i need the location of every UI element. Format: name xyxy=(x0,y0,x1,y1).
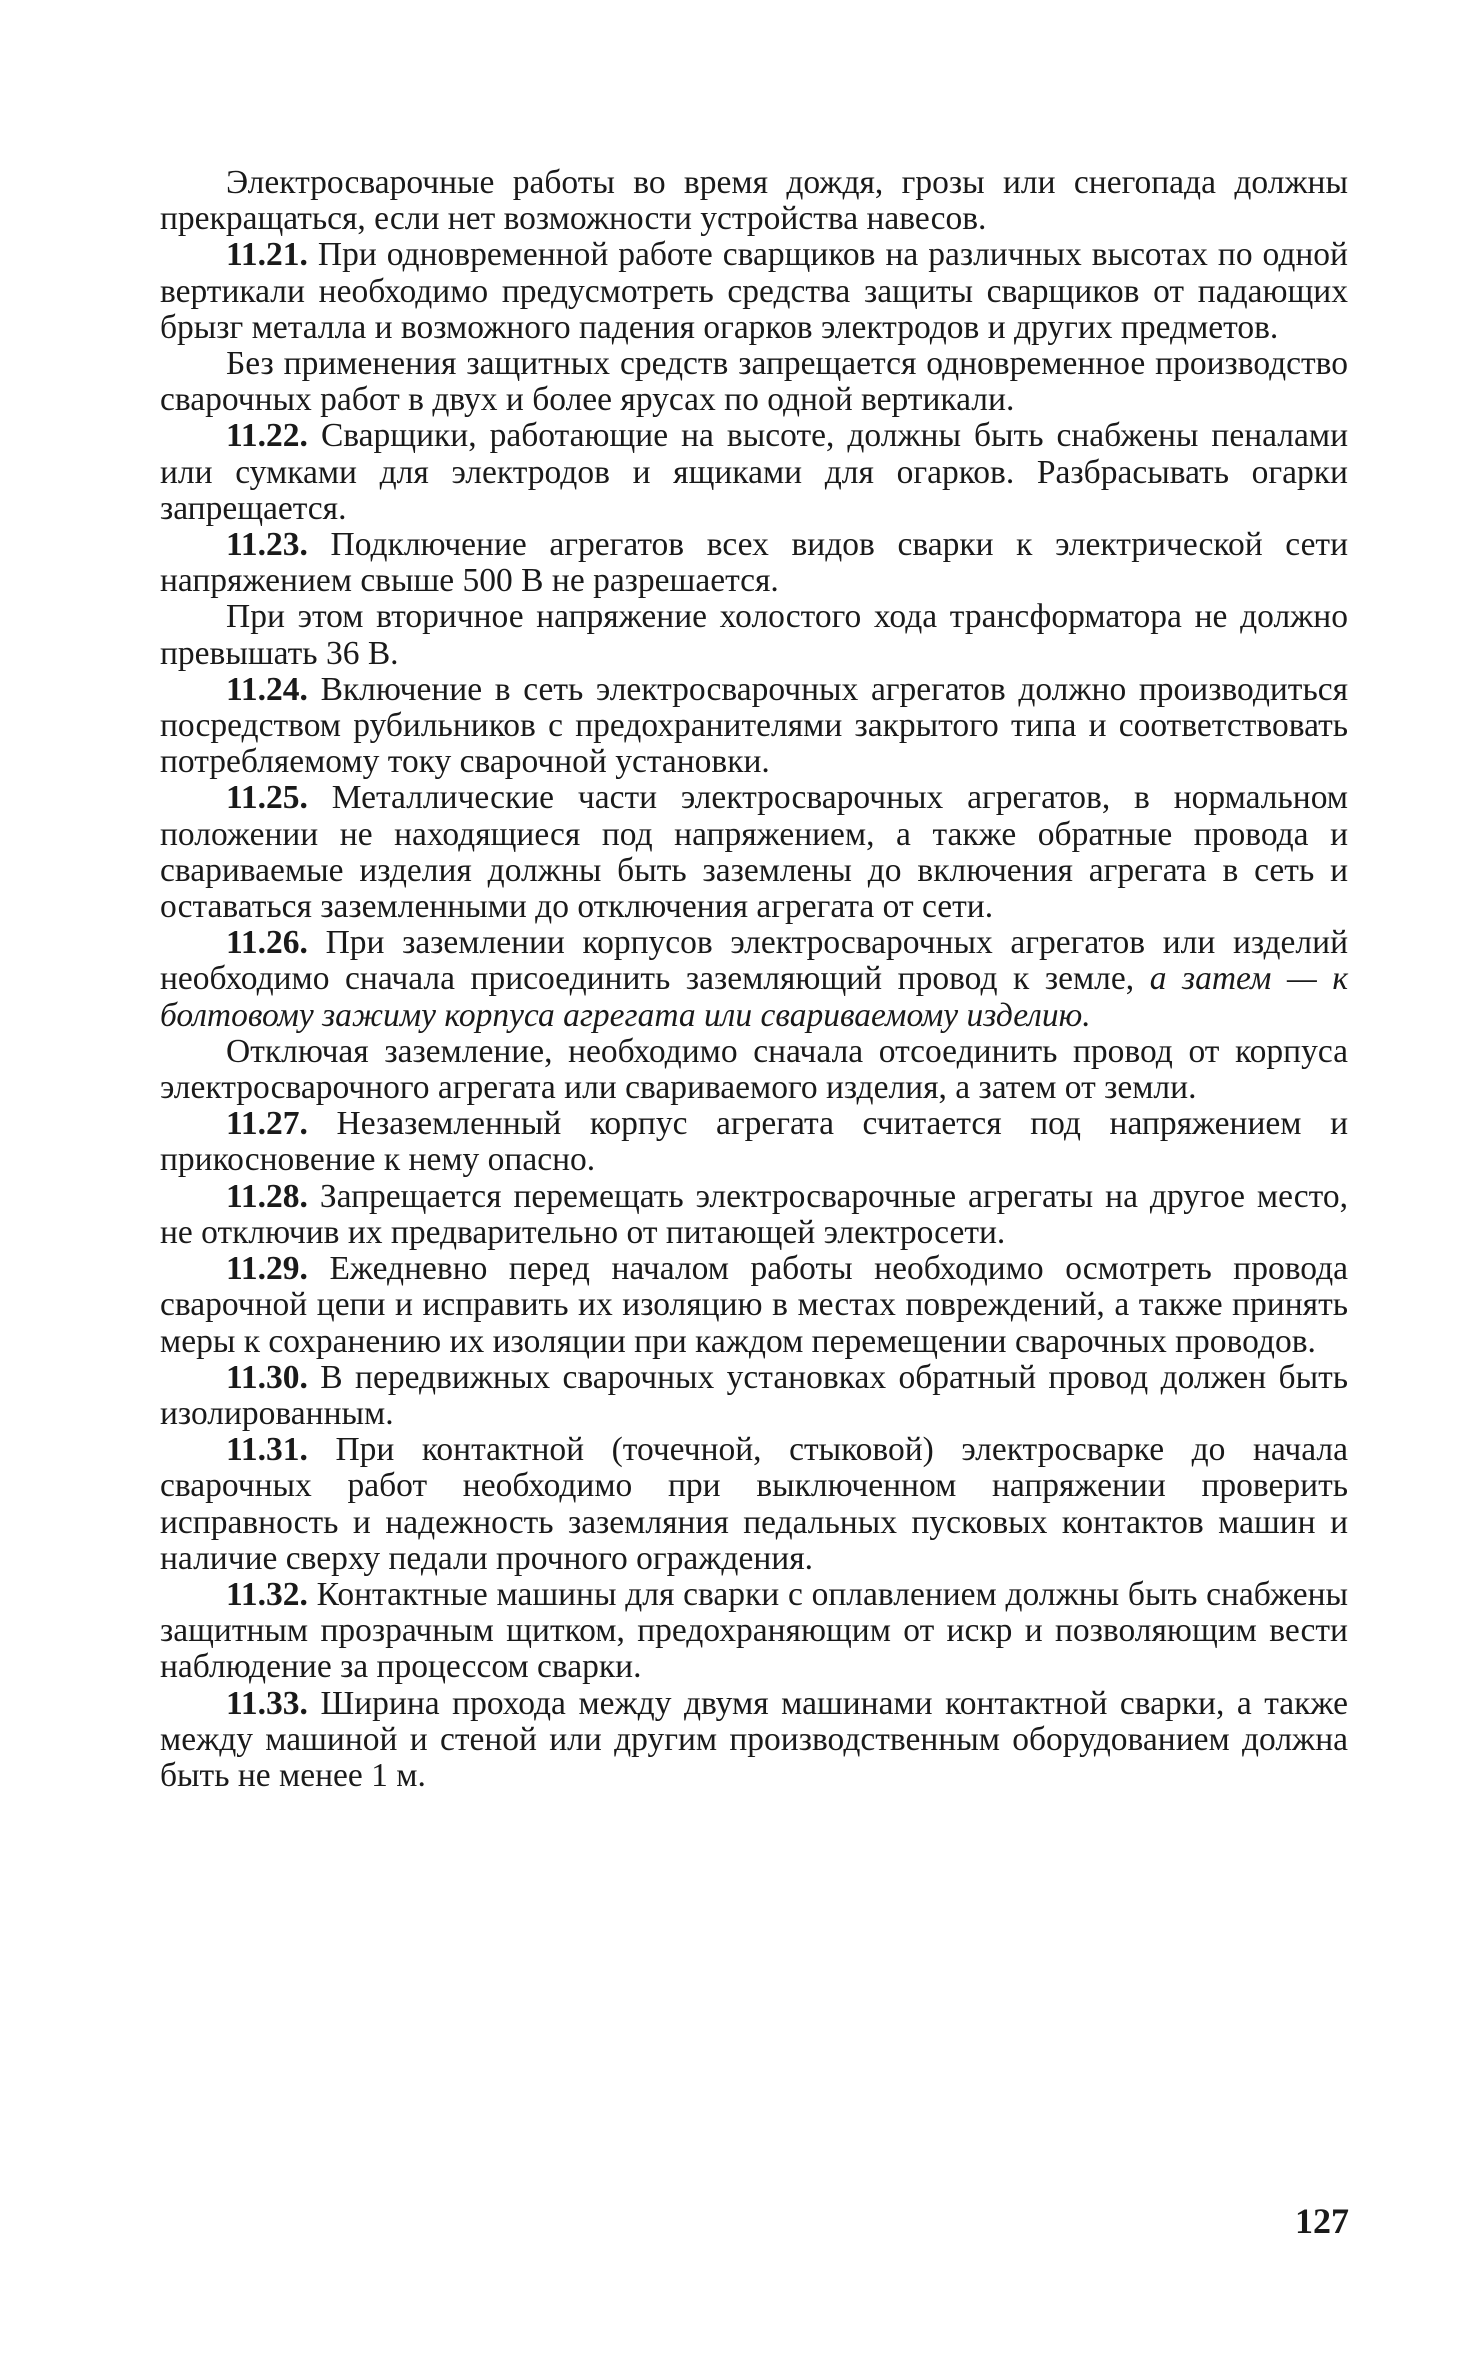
paragraph-11-30 xyxy=(160,1360,1348,1432)
paragraph-text: При контактной (точечной, стыковой) электросварке до начала сварочных работ необходимо при выключенном напряжении проверить исправность и надежность заземляния педальных пусковых контактов машин и наличие сверху педали прочного ограждения. xyxy=(160,1431,1349,1577)
paragraph-text: Отключая заземление, необходимо сначала отсоединить провод от корпуса электросварочного агрегата или свариваемого изделия, а затем от земли. xyxy=(160,1032,1348,1107)
clause-number: 11.30. xyxy=(226,1358,308,1396)
clause-number: 11.21. xyxy=(226,236,308,274)
body-text xyxy=(160,165,1348,1794)
clause-number: 11.31. xyxy=(226,1431,308,1469)
paragraph-text: Запрещается перемещать электросварочные агрегаты на другое место, не отключив их предварительно от питающей электросети. xyxy=(160,1177,1348,1251)
paragraph-11-25 xyxy=(160,780,1348,925)
clause-number: 11.23. xyxy=(226,526,308,564)
paragraph xyxy=(160,165,1348,237)
paragraph-text: Ширина прохода между двумя машинами контактной сварки, а также между машиной и стеной или другим производственным оборудованием должна быть не менее 1 м. xyxy=(160,1684,1349,1794)
paragraph-text: Контактные машины для сварки с оплавлением должны быть снабжены защитным прозрачным щитком, предохраняющим от искр и позволяющим вести наблюдение за процессом сварки. xyxy=(160,1575,1349,1686)
paragraph-text: Без применения защитных средств запрещается одновременное производство сварочных работ в двух и более ярусах по одной вертикали. xyxy=(160,345,1348,419)
paragraph-text: Подключение агрегатов всех видов сварки к электрической сети напряжением свыше 500 В не разрешается. xyxy=(160,526,1349,600)
paragraph-11-33 xyxy=(160,1686,1348,1795)
paragraph-11-28 xyxy=(160,1179,1348,1251)
paragraph-text: Включение в сеть электросварочных агрегатов должно производиться посредством рубильников с предохранителями закрытого типа и соответствовать потребляемому току сварочной установки. xyxy=(160,670,1349,781)
paragraph-text: Ежедневно перед началом работы необходимо осмотреть провода сварочной цепи и исправить их изоляцию в местах повреждений, а также принять меры к сохранению их изоляции при каждом перемещении сварочных проводов. xyxy=(160,1250,1349,1360)
clause-number: 11.33. xyxy=(226,1684,308,1722)
paragraph xyxy=(160,346,1348,418)
paragraph-text: При этом вторичное напряжение холостого хода трансформатора не должно превышать 36 В. xyxy=(160,598,1348,672)
paragraph-text: В передвижных сварочных установках обратный провод должен быть изолированным. xyxy=(160,1358,1349,1432)
paragraph-text: Электросварочные работы во время дождя, грозы или снегопада должны прекращаться, если нет возможности устройства навесов. xyxy=(160,164,1348,238)
paragraph-text: Сварщики, работающие на высоте, должны быть снабжены пеналами или сумками для электродов и ящиками для огарков. Разбрасывать огарки запрещается. xyxy=(160,417,1348,527)
paragraph xyxy=(160,599,1348,671)
clause-number: 11.28. xyxy=(226,1177,308,1215)
clause-number: 11.26. xyxy=(226,924,308,962)
clause-number: 11.24. xyxy=(226,670,308,708)
paragraph-11-22 xyxy=(160,418,1348,527)
clause-number: 11.25. xyxy=(226,779,308,817)
paragraph-text: Металлические части электросварочных агрегатов, в нормальном положении не находящиеся под напряжением, а также обратные провода и свариваемые изделия должны быть заземлены до включения агрегата в сеть и оставаться заземленными до отключения агрегата от сети. xyxy=(160,779,1349,926)
paragraph-11-31 xyxy=(160,1432,1348,1577)
paragraph-11-26 xyxy=(160,925,1348,1034)
paragraph-text: При заземлении корпусов электросварочных агрегатов или изделий необходимо сначала присоединить заземляющий провод к земле, xyxy=(160,924,1348,998)
paragraph xyxy=(160,1034,1348,1106)
clause-number: 11.32. xyxy=(226,1575,308,1613)
paragraph-text: При одновременной работе сварщиков на различных высотах по одной вертикали необходимо предусмотреть средства защиты сварщиков от падающих брызг металла и возможного падения огарков электродов и других предметов. xyxy=(160,236,1348,346)
clause-number: 11.22. xyxy=(226,417,308,455)
paragraph-11-24 xyxy=(160,672,1348,781)
paragraph-text: Незаземленный корпус агрегата считается под напряжением и прикосновение к нему опасно. xyxy=(160,1105,1348,1179)
clause-number: 11.27. xyxy=(226,1105,308,1143)
page-number: 127 xyxy=(1295,2201,1349,2241)
paragraph-11-23 xyxy=(160,527,1348,599)
italic-text: а затем — к болтовому зажиму корпуса агрегата или свариваемому изделию. xyxy=(160,960,1348,1034)
paragraph-11-29 xyxy=(160,1251,1348,1360)
clause-number: 11.29. xyxy=(226,1250,308,1288)
paragraph-11-21 xyxy=(160,237,1348,346)
paragraph-11-27 xyxy=(160,1106,1348,1178)
paragraph-11-32 xyxy=(160,1577,1348,1686)
